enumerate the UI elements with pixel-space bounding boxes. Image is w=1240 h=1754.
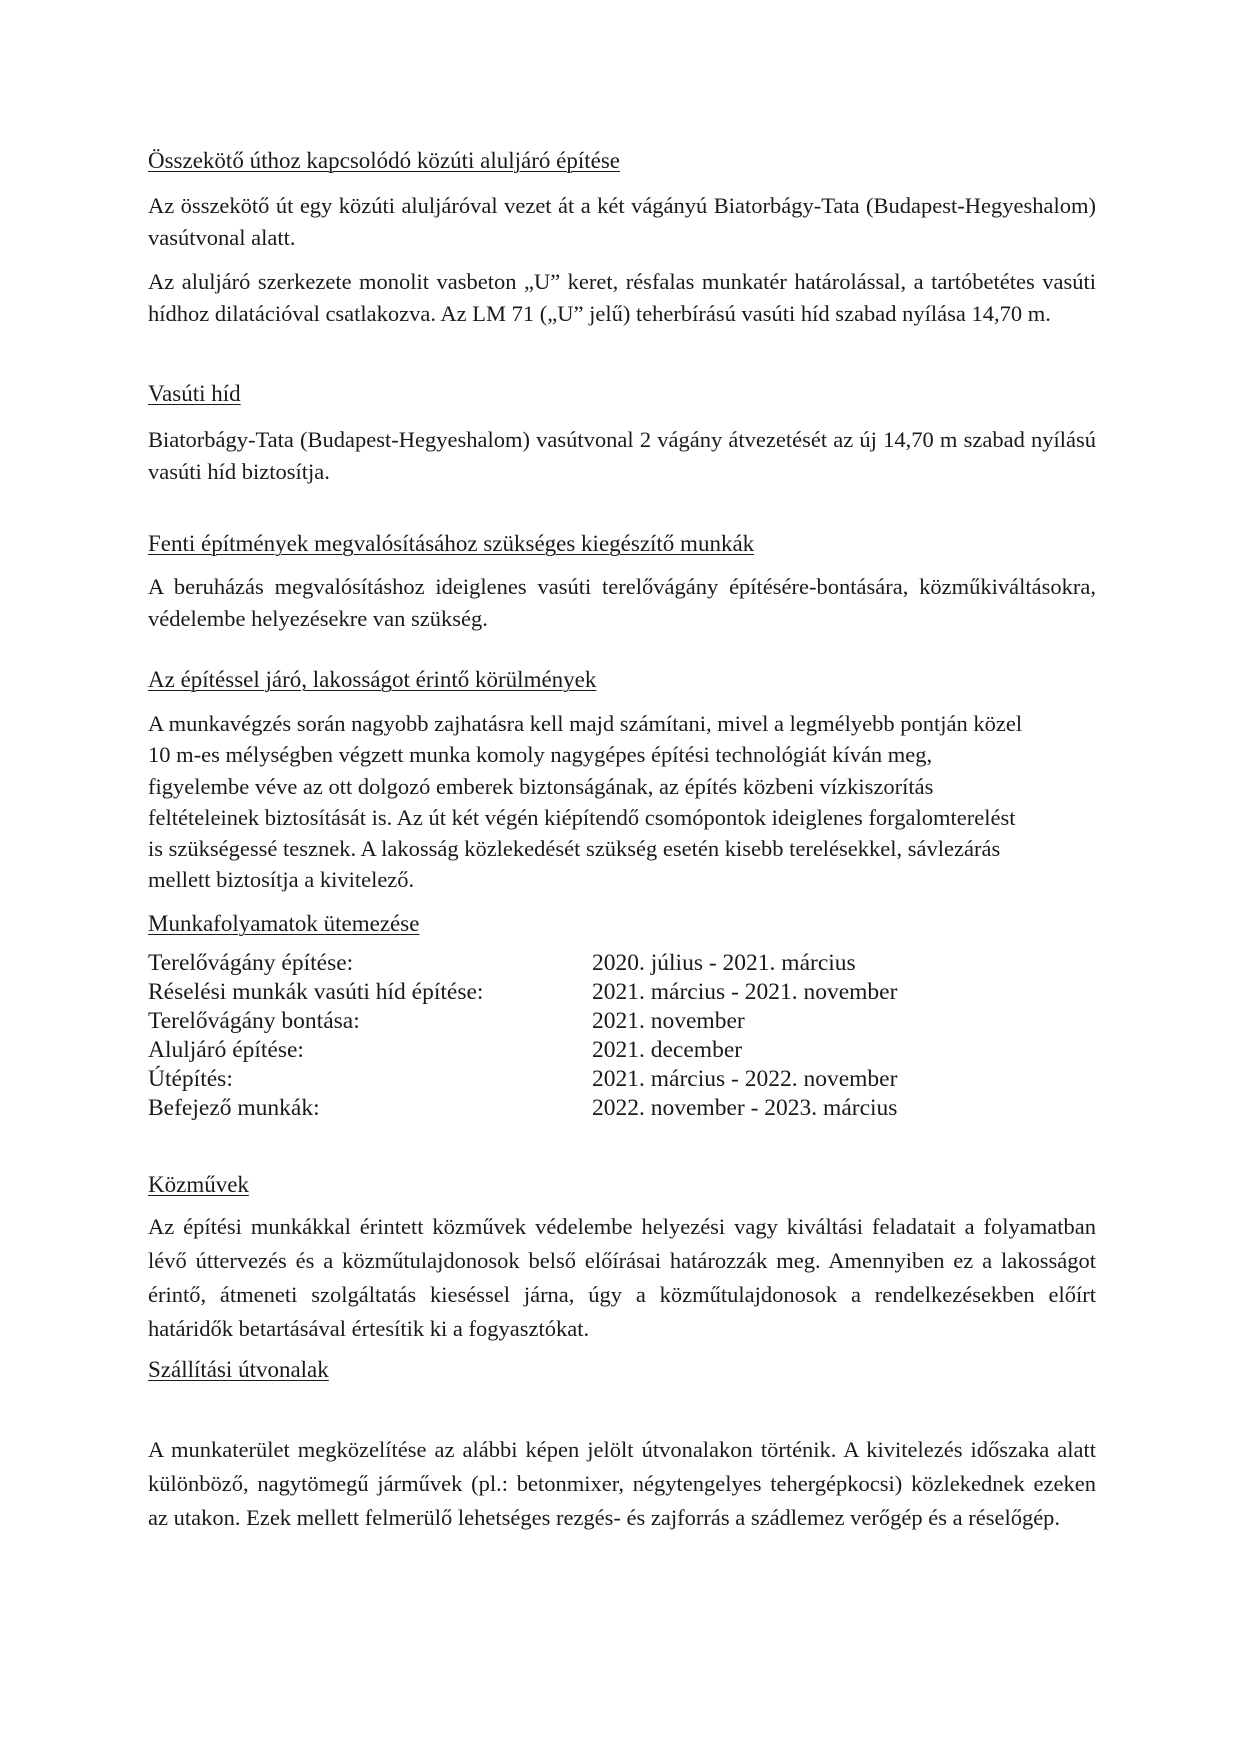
- schedule-row: [148, 1036, 1048, 1065]
- schedule-task: Terelővágány bontása:: [148, 1008, 360, 1034]
- schedule-period: 2021. március - 2021. november: [592, 979, 898, 1005]
- schedule-task: Útépítés:: [148, 1066, 233, 1092]
- schedule-task: Réselési munkák vasúti híd építése:: [148, 979, 484, 1005]
- schedule-period: 2021. március - 2022. november: [592, 1066, 898, 1092]
- paragraph-underpass-structure: Az aluljáró szerkezete monolit vasbeton „U” keret, résfalas munkatér határolással, a tartóbetétes vasúti hídhoz dilatációval csatlakozva. Az LM 71 („U” jelű) teherbírású vasúti híd szabad nyílása 14,70 m.: [148, 269, 1096, 326]
- section-heading-schedule: Munkafolyamatok ütemezése: [148, 911, 420, 936]
- section-heading-resident-impact: Az építéssel járó, lakosságot érintő körülmények: [148, 667, 597, 692]
- schedule-row: [148, 1007, 1048, 1036]
- schedule-period: 2020. július - 2021. március: [592, 950, 856, 976]
- schedule-row: [148, 1094, 1048, 1123]
- section-heading-underpass: Összekötő úthoz kapcsolódó közúti aluljáró építése: [148, 148, 621, 173]
- schedule-task: Aluljáró építése:: [148, 1037, 304, 1063]
- paragraph-resident-impact: [148, 708, 1096, 896]
- paragraph-railway-bridge: Biatorbágy-Tata (Budapest-Hegyeshalom) vasútvonal 2 vágány átvezetését az új 14,70 m szabad nyílású vasúti híd biztosítja.: [148, 427, 1096, 484]
- section-heading-supplementary-works: Fenti építmények megvalósításához szükséges kiegészítő munkák: [148, 531, 755, 556]
- text-line: figyelembe véve az ott dolgozó emberek biztonságának, az építés közbeni vízkiszorítás: [148, 773, 934, 799]
- section-heading-utilities: Közművek: [148, 1172, 249, 1197]
- schedule-row: [148, 1065, 1048, 1094]
- schedule-period: 2022. november - 2023. március: [592, 1095, 898, 1121]
- paragraph-utilities: Az építési munkákkal érintett közművek védelembe helyezési vagy kiváltási feladatait a folyamatban lévő úttervezés és a közműtulajdonosok belső előírásai határozzák meg. Amennyiben ez a lakosságot érintő, átmeneti szolgáltatás kieséssel járna, úgy a közműtulajdonosok a rendelkezésekben előírt határidők betartásával értesítik ki a fogyasztókat.: [148, 1214, 1096, 1341]
- paragraph-supplementary-works: A beruházás megvalósításhoz ideiglenes vasúti terelővágány építésére-bontására, közműkiváltásokra, védelembe helyezésekre van szükség.: [148, 574, 1096, 631]
- text-line: mellett biztosítja a kivitelező.: [148, 867, 415, 893]
- schedule-period: 2021. december: [592, 1037, 743, 1063]
- section-heading-transport-routes: Szállítási útvonalak: [148, 1357, 329, 1382]
- schedule-period: 2021. november: [592, 1008, 745, 1034]
- text-line: is szükségessé tesznek. A lakosság közlekedését szükség esetén kisebb terelésekkel, sávlezárás: [148, 836, 1001, 862]
- text-line: 10 m-es mélységben végzett munka komoly nagygépes építési technológiát kíván meg,: [148, 742, 933, 768]
- text-line: feltételeinek biztosítását is. Az út két végén kiépítendő csomópontok ideiglenes forgalomterelést: [148, 804, 1016, 830]
- paragraph-underpass-route: Az összekötő út egy közúti aluljáróval vezet át a két vágányú Biatorbágy-Tata (Budapest-Hegyeshalom) vasútvonal alatt.: [148, 193, 1096, 250]
- schedule-row: [148, 978, 1048, 1007]
- section-heading-railway-bridge: Vasúti híd: [148, 381, 241, 406]
- text-line: A munkavégzés során nagyobb zajhatásra kell majd számítani, mivel a legmélyebb pontján közel: [148, 711, 1023, 736]
- schedule-task: Befejező munkák:: [148, 1095, 320, 1121]
- schedule-table: [148, 949, 1048, 1123]
- paragraph-transport-routes: A munkaterület megközelítése az alábbi képen jelölt útvonalakon történik. A kivitelezés időszaka alatt különböző, nagytömegű járművek (pl.: betonmixer, négytengelyes tehergépkocsi) közlekednek ezeken az utakon. Ezek mellett felmerülő lehetséges rezgés- és zajforrás a szádlemez verőgép és a réselőgép.: [148, 1437, 1096, 1530]
- schedule-row: [148, 949, 1048, 978]
- schedule-task: Terelővágány építése:: [148, 950, 354, 976]
